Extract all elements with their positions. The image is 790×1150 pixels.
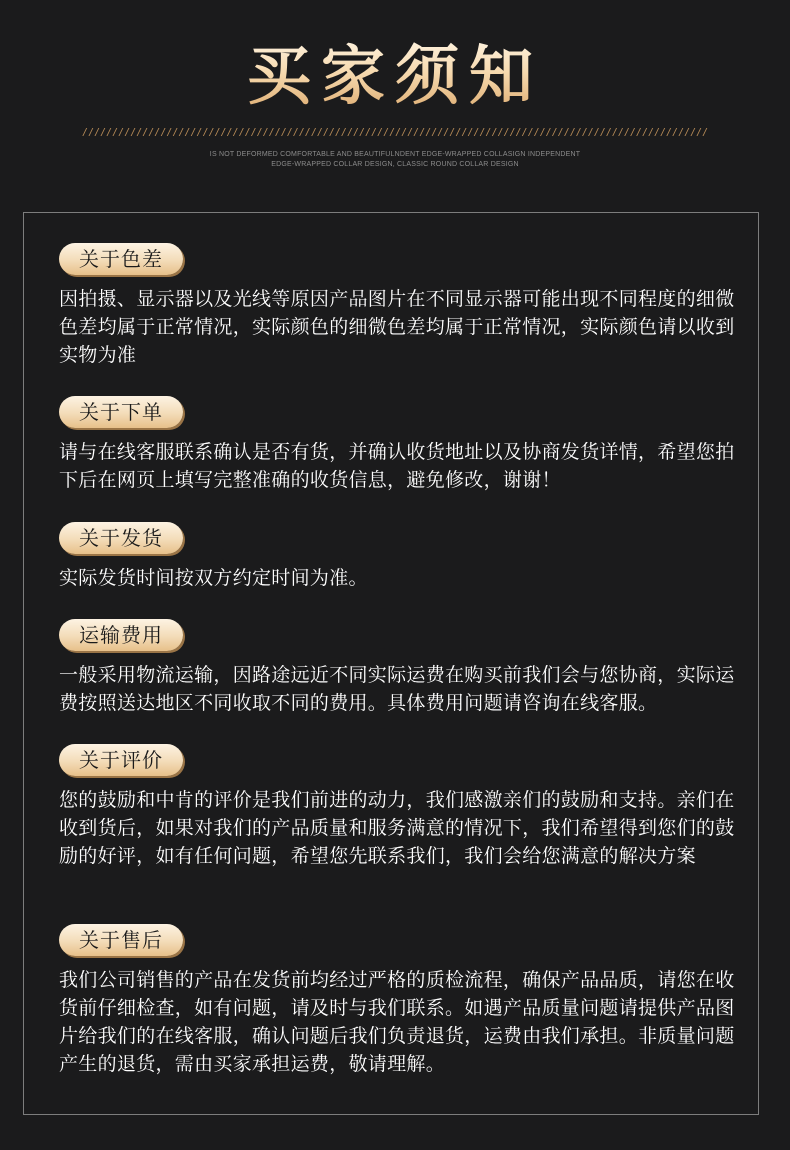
page-title: 买家须知 (0, 34, 790, 120)
section-tag-after-sales: 关于售后 (59, 924, 183, 956)
section-tag-color-difference: 关于色差 (59, 243, 183, 275)
section-tag-ordering: 关于下单 (59, 396, 183, 428)
section-tag-reviews: 关于评价 (59, 744, 183, 776)
section-text-reviews: 您的鼓励和中肯的评价是我们前进的动力，我们感激亲们的鼓励和支持。亲们在收到货后，如果对我们的产品质量和服务满意的情况下，我们希望得到您们的鼓励的好评，如有任何问题，希望您先联系我们，我们会给您满意的解决方案 (59, 789, 735, 867)
section-tag-shipping: 关于发货 (59, 522, 183, 554)
subtitle-line-1: IS NOT DEFORMED COMFORTABLE AND BEAUTIFULNDENT EDGE-WRAPPED COLLASIGN INDEPENDENT (209, 151, 581, 158)
section-tag-freight: 运输费用 (59, 619, 183, 651)
section-text-ordering: 请与在线客服联系确认是否有货，并确认收货地址以及协商发货详情，希望您拍下后在网页上填写完整准确的收货信息，避免修改，谢谢！ (59, 441, 735, 491)
subtitle-line-2: EDGE-WRAPPED COLLAR DESIGN, CLASSIC ROUND COLLAR DESIGN (271, 161, 519, 168)
section-text-after-sales: 我们公司销售的产品在发货前均经过严格的质检流程，确保产品品质，请您在收货前仔细检查，如有问题，请及时与我们联系。如遇产品质量问题请提供产品图片给我们的在线客服，确认问题后我们负责退货，运费由我们承担。非质量问题产生的退货，需由买家承担运费，敬请理解。 (59, 969, 735, 1075)
section-text-freight: 一般采用物流运输，因路途远近不同实际运费在购买前我们会与您协商，实际运费按照送达地区不同收取不同的费用。具体费用问题请咨询在线客服。 (59, 664, 735, 714)
decorative-slash-line: //////////////////////////////////////////////////////////////////////////////////////////////////////// (81, 127, 709, 138)
section-text-color-difference: 因拍摄、显示器以及光线等原因产品图片在不同显示器可能出现不同程度的细微色差均属于正常情况，实际颜色的细微色差均属于正常情况，实际颜色请以收到实物为准 (59, 288, 735, 366)
notice-panel (23, 212, 759, 1115)
section-text-shipping: 实际发货时间按双方约定时间为准。 (59, 567, 368, 589)
